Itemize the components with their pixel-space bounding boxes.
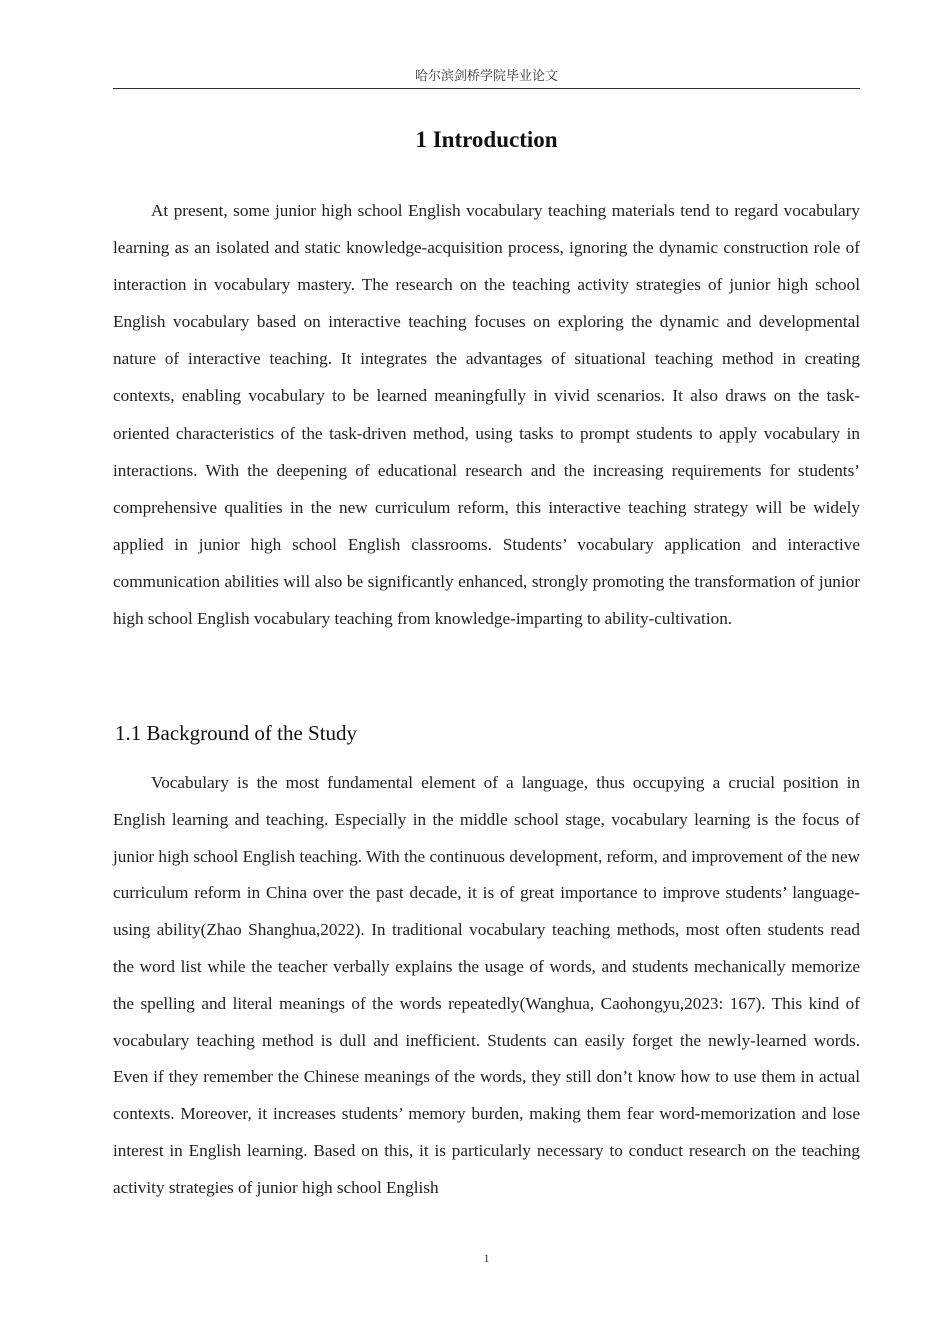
page-number: 1 (483, 1251, 490, 1265)
header-divider (113, 88, 860, 89)
running-header: 哈尔滨剑桥学院毕业论文 (414, 68, 558, 83)
intro-paragraph: At present, some junior high school English vocabulary teaching materials tend to regard vocabulary learning as an isolated and static knowledge-acquisition process, ignoring the dynamic construction role of interaction in vocabulary mastery. The research on the teaching activity strategies of junior high school English vocabulary based on interactive teaching focuses on exploring the dynamic and developmental nature of interactive teaching. It integrates the advantages of situational teaching method in creating contexts, enabling vocabulary to be learned meaningfully in vivid scenarios. It also draws on the task-oriented characteristics of the task-driven method, using tasks to prompt students to apply vocabulary in interactions. With the deepening of educational research and the increasing requirements for students’ comprehensive qualities in the new curriculum reform, this interactive teaching strategy will be widely applied in junior high school English classrooms. Students’ vocabulary application and interactive communication abilities will also be significantly enhanced, strongly promoting the transformation of junior high school English vocabulary teaching from knowledge-imparting to ability-cultivation. (113, 201, 860, 629)
background-paragraph: Vocabulary is the most fundamental element of a language, thus occupying a crucial position in English learning and teaching. Especially in the middle school stage, vocabulary learning is the focus of junior high school English teaching. With the continuous development, reform, and improvement of the new curriculum reform in China over the past decade, it is of great importance to improve students’ language-using ability(Zhao Shanghua,2022). In traditional vocabulary teaching methods, most often students read the word list while the teacher verbally explains the usage of words, and students mechanically memorize the spelling and literal meanings of the words repeatedly(Wanghua, Caohongyu,2023: 167). This kind of vocabulary teaching method is dull and inefficient. Students can easily forget the newly-learned words. Even if they remember the Chinese meanings of the words, they still don’t know how to use them in actual contexts. Moreover, it increases students’ memory burden, making them fear word-memorization and lose interest in English learning. Based on this, it is particularly necessary to conduct research on the teaching activity strategies of junior high school English (113, 773, 860, 1197)
chapter-title: 1 Introduction (415, 127, 558, 152)
section-title: 1.1 Background of the Study (115, 721, 358, 745)
